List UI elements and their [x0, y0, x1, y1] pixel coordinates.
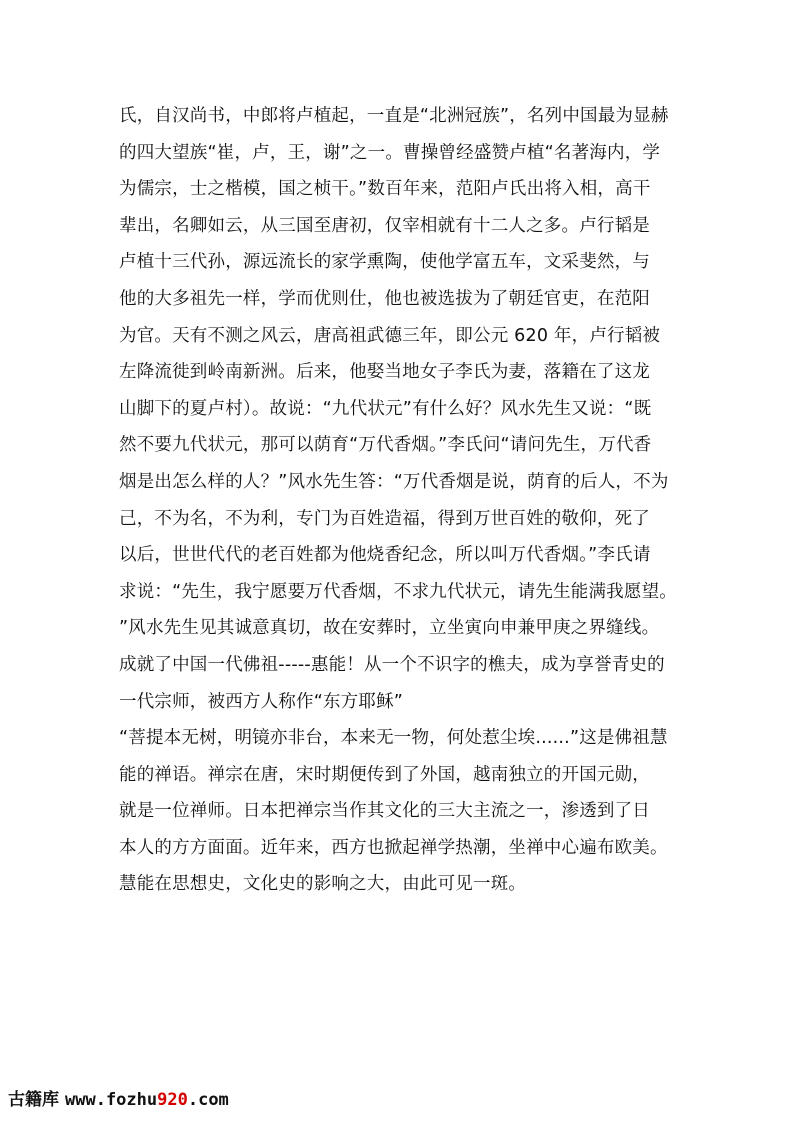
footer-url-suffix: .com: [187, 1090, 229, 1110]
footer-url-number: 920: [157, 1090, 188, 1110]
text-line: 就是一位禅师。日本把禅宗当作其文化的三大主流之一，渗透到了日: [119, 801, 650, 822]
text-line: 慧能在思想史，文化史的影响之大，由此可见一斑。: [119, 874, 527, 895]
footer-brand: 古籍库: [8, 1090, 59, 1110]
text-line: 辈出，名卿如云，从三国至唐初，仅宰相就有十二人之多。卢行韬是: [119, 215, 650, 236]
text-line: 能的禅语。禅宗在唐，宋时期便传到了外国，越南独立的开国元勋，: [119, 764, 650, 785]
text-line: 氏，自汉尚书，中郎将卢植起，一直是“北洲冠族”，名列中国最为显赫: [119, 106, 669, 126]
text-line: 为官。天有不测之风云，唐高祖武德三年，即公元 620 年，卢行韬被: [119, 325, 661, 346]
text-line: 求说：“先生，我宁愿要万代香烟，不求九代状元，请先生能满我愿望。: [119, 581, 677, 602]
text-line: 本人的方方面面。近年来，西方也掀起禅学热潮，坐禅中心遍布欧美。: [119, 837, 668, 858]
text-line: 以后，世世代代的老百姓都为他烧香纪念，所以叫万代香烟。”李氏请: [119, 545, 651, 566]
text-line: 一代宗师，被西方人称作“东方耶稣”: [119, 691, 404, 712]
text-line: “菩提本无树，明镜亦非台，本来无一物，何处惹尘埃......”这是佛祖慧: [119, 728, 668, 749]
text-line: 卢植十三代孙，源远流长的家学熏陶，使他学富五车，文采斐然，与: [119, 252, 650, 273]
text-line: 烟是出怎么样的人？”风水先生答：“万代香烟是说，荫育的后人，不为: [119, 471, 669, 492]
text-line: ”风水先生见其诚意真切，故在安葬时，立坐寅向申兼甲庚之界缝线。: [119, 618, 660, 639]
text-line: 的四大望族“崔，卢，王，谢”之一。曹操曾经盛赞卢植“名著海内，学: [119, 142, 661, 163]
text-line: 左降流徙到岭南新洲。后来，他娶当地女子李氏为妻，落籍在了这龙: [119, 362, 650, 383]
text-line: 为儒宗，士之楷模，国之桢干。”数百年来，范阳卢氏出将入相，高干: [119, 179, 651, 200]
text-line: 己，不为名，不为利，专门为百姓造福，得到万世百姓的敬仰，死了: [119, 508, 650, 529]
footer-watermark: [8, 1087, 308, 1113]
body-text: [119, 98, 679, 903]
text-line: 成就了中国一代佛祖-----惠能！从一个不识字的樵夫，成为享誉青史的: [119, 654, 665, 675]
text-line: 山脚下的夏卢村）。故说：“九代状元”有什么好？风水先生又说：“既: [119, 398, 652, 419]
footer-url-prefix: www.fozhu: [65, 1090, 158, 1110]
text-line: 然不要九代状元，那可以荫育“万代香烟。”李氏问“请问先生，万代香: [119, 435, 652, 456]
text-line: 他的大多祖先一样，学而优则仕，他也被选拔为了朝廷官吏，在范阳: [119, 288, 650, 309]
